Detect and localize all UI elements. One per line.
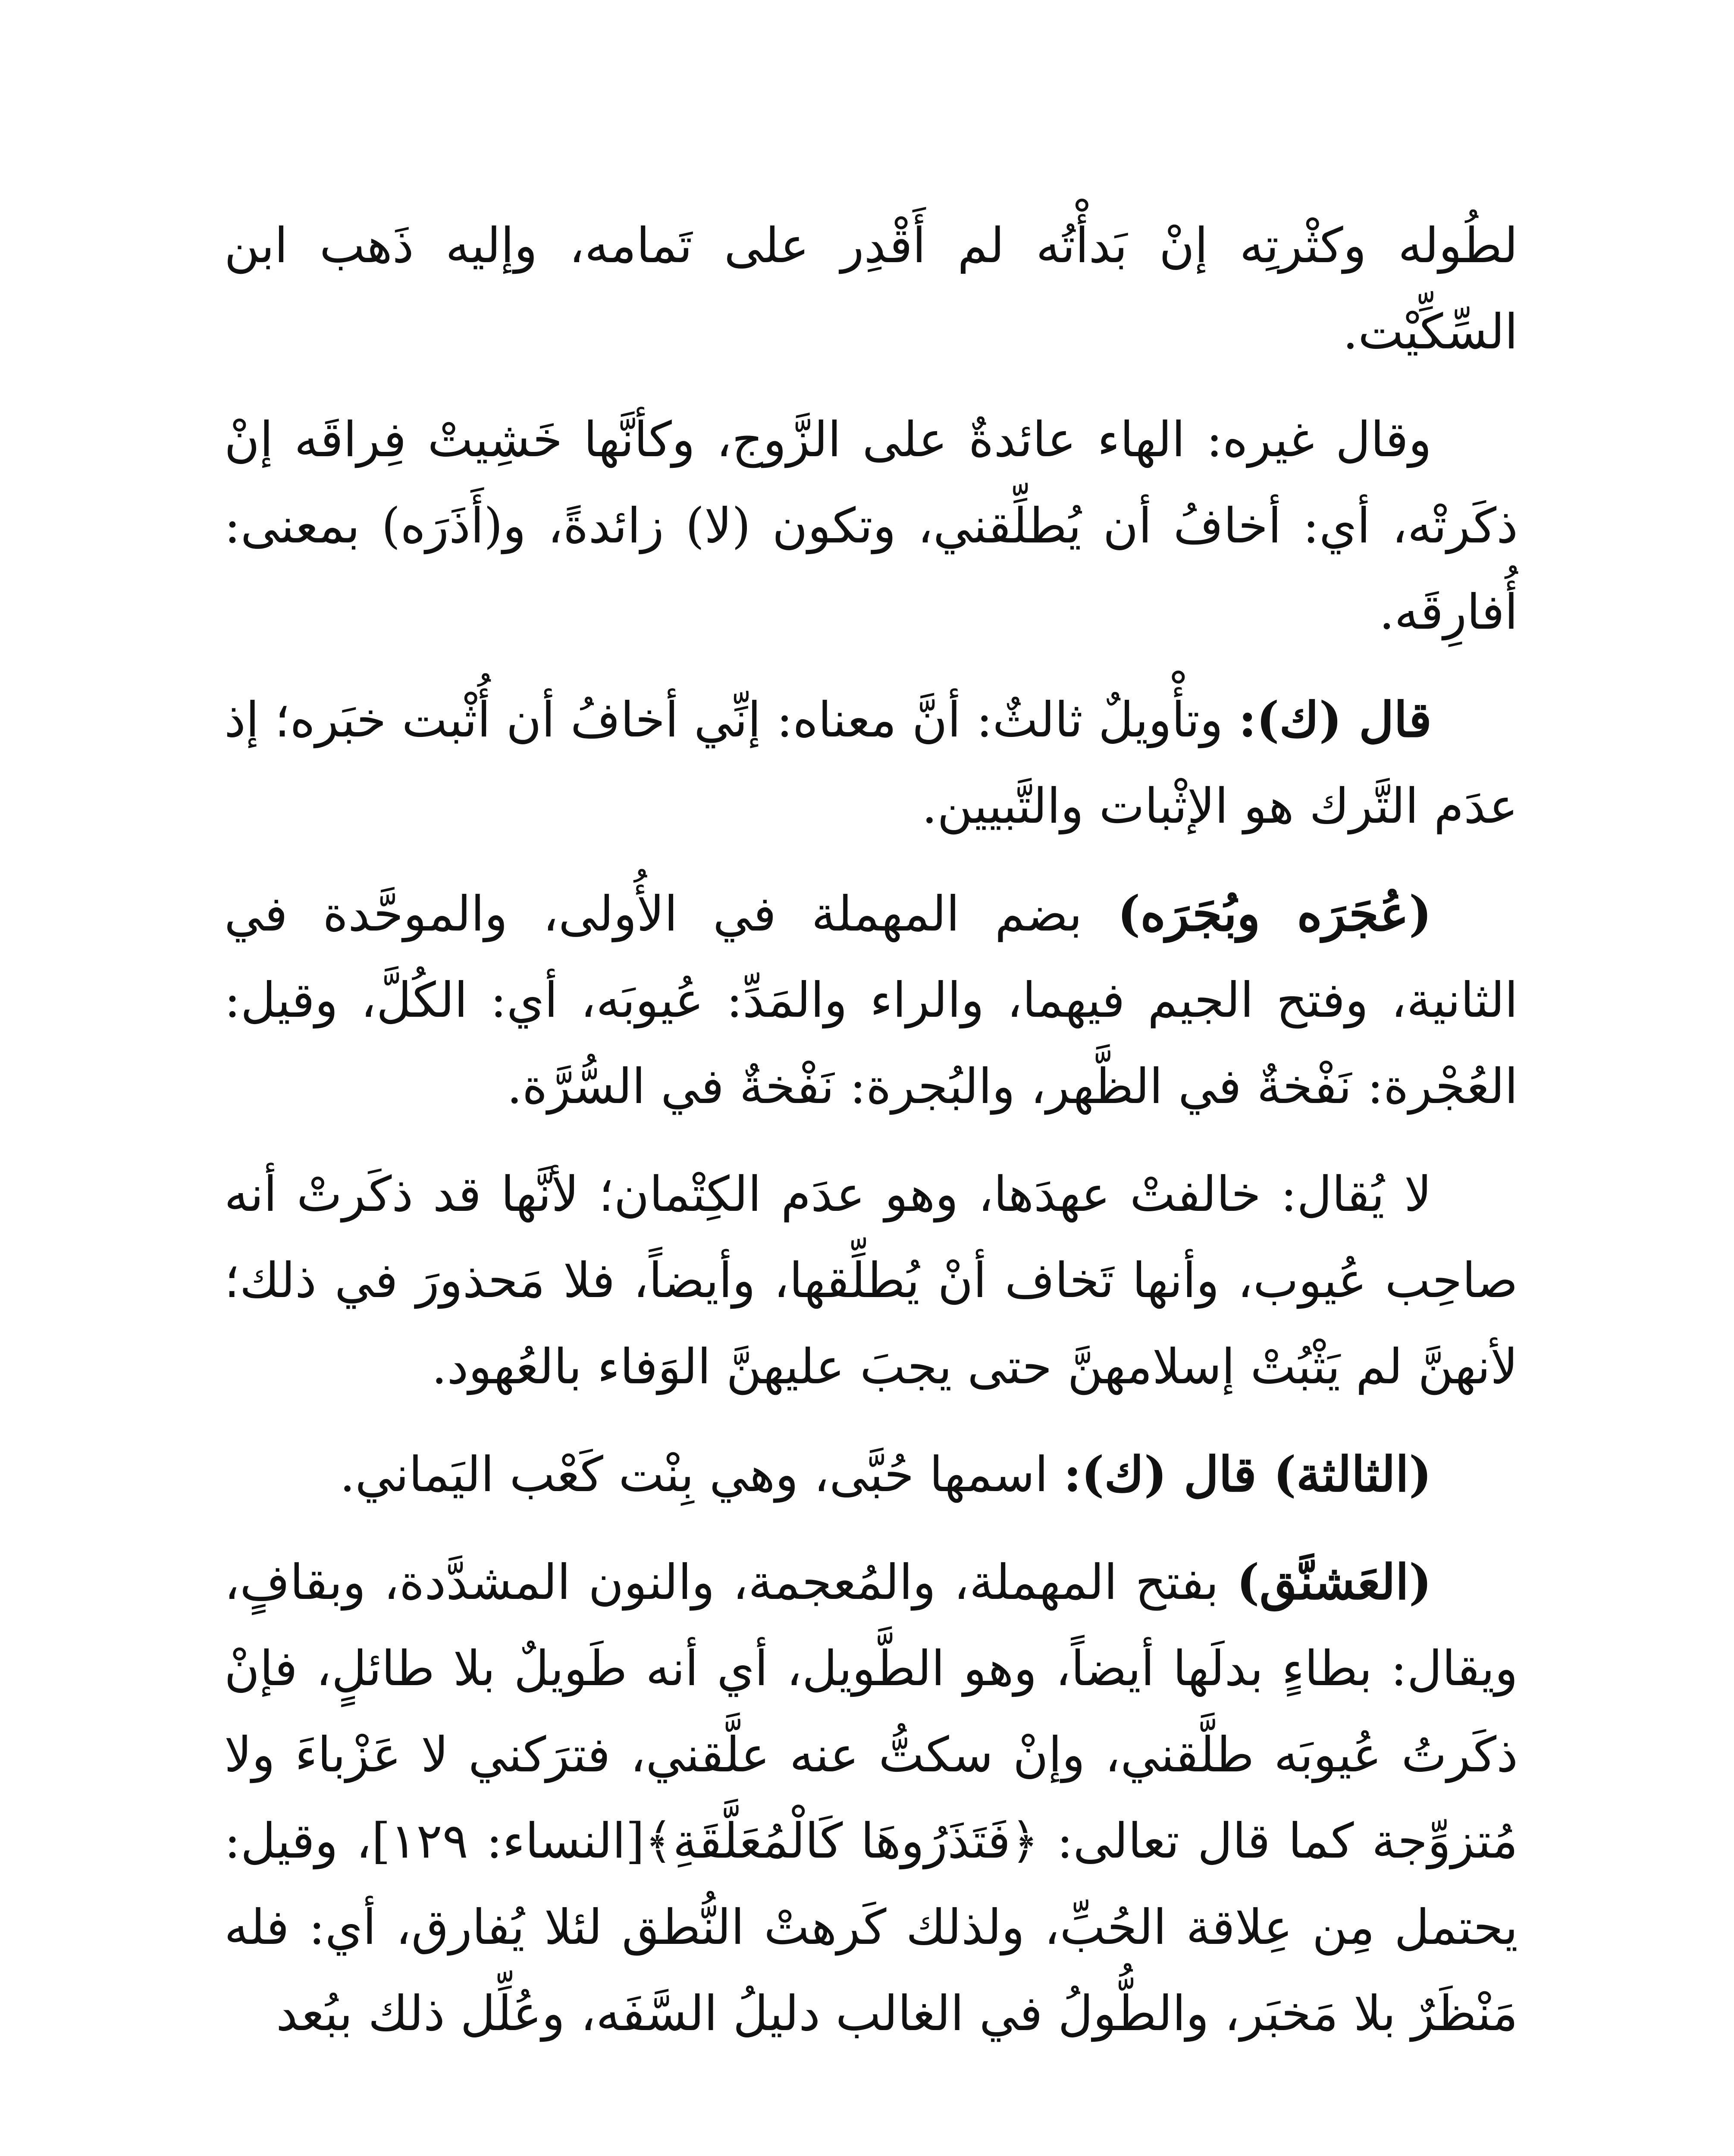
paragraph-text: بفتح المهملة، والمُعجمة، والنون المشدَّدة، وبقافٍ، ويقال: بطاءٍ بدلَها أيضاً، وهو الطَّويل، أي أنه طَويلٌ بلا طائلٍ، فإنْ ذكَرتُ عُيوبَه طلَّقني، وإنْ سكتُّ عنه علَّقني، فترَكني لا عَزْباءَ ولا مُتزوِّجة كما قال تعالى: ﴿فَتَذَرُوهَا كَالْمُعَلَّقَةِ﴾[النساء: ١٢٩]، وقيل: يحتمل مِن عِلاقة الحُبِّ، ولذلك كَرهتْ النُّطق لئلا يُفارق، أي: فله مَنْظَرٌ بلا مَخبَر، والطُّولُ في الغالب دليلُ السَّفَه، وعُلِّل ذلك ببُعد — [224, 1554, 1518, 2042]
paragraph — [224, 397, 1518, 655]
paragraph — [224, 1432, 1518, 1518]
paragraph — [224, 871, 1518, 1130]
paragraph-text: لطُوله وكثْرتِه إنْ بَدأْتُه لم أَقْدِر على تَمامه، وإليه ذَهب ابن السِّكِّيْت. — [224, 218, 1518, 360]
paragraph — [224, 677, 1518, 849]
paragraph — [224, 1151, 1518, 1410]
paragraph — [224, 203, 1518, 375]
paragraph-text: لا يُقال: خالفتْ عهدَها، وهو عدَم الكِتْمان؛ لأنَّها قد ذكَرتْ أنه صاحِب عُيوب، وأنها تَخاف أنْ يُطلِّقها، وأيضاً، فلا مَحذورَ في ذلك؛ لأنهنَّ لم يَثْبُتْ إسلامهنَّ حتى يجبَ عليهنَّ الوَفاء بالعُهود. — [224, 1166, 1518, 1395]
paragraph-text: بضم المهملة في الأُولى، والموحَّدة في الثانية، وفتح الجيم فيهما، والراء والمَدِّ: عُيوبَه، أي: الكُلَّ، وقيل: العُجْرة: نَفْخةٌ في الظَّهر، والبُجرة: نَفْخةٌ في السُّرَّة. — [224, 886, 1518, 1115]
paragraph-lead: (عُجَرَه وبُجَرَه) — [1117, 886, 1432, 942]
body-text — [224, 203, 1518, 2078]
paragraph-lead: قال (ك): — [1239, 692, 1432, 748]
paragraph-text: اسمها حُبَّى، وهي بِنْت كَعْب اليَماني. — [339, 1447, 1064, 1503]
paragraph-text: وتأْويلٌ ثالثٌ: أنَّ معناه: إنِّي أخافُ أن أُثْبت خبَره؛ إذ عدَم التَّرك هو الإثْبات والتَّبيين. — [224, 692, 1518, 834]
paragraph-text: وقال غيره: الهاء عائدةٌ على الزَّوج، وكأنَّها خَشِيتْ فِراقَه إنْ ذكَرتْه، أي: أخافُ أن يُطلِّقني، وتكون (لا) زائدةً، و(أَذَرَه) بمعنى: أُفارِقَه. — [224, 412, 1518, 640]
paragraph-lead: (العَشنَّق) — [1236, 1554, 1432, 1611]
paragraph-lead: (الثالثة) قال (ك): — [1063, 1446, 1432, 1503]
paragraph — [224, 1539, 1518, 2057]
